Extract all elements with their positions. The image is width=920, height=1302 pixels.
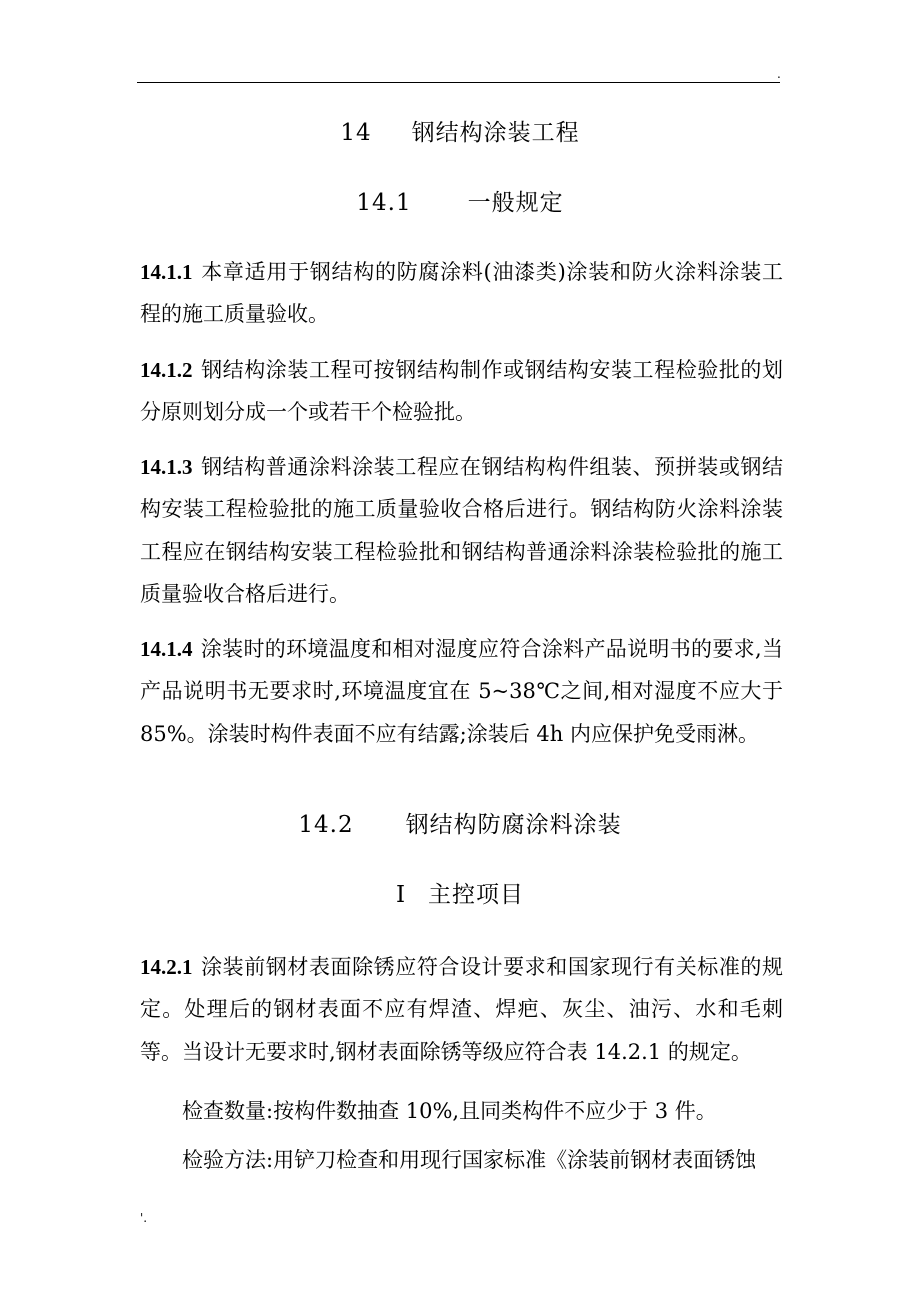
subsection-number: Ⅰ [395,882,407,908]
header-rule [137,82,780,83]
clause-14-1-1 [140,251,783,336]
section-number: 14.2 [298,812,354,838]
footer-mark: '. [140,1211,148,1225]
clause-14-2-1 [140,946,783,1073]
chapter-title: 钢结构涂装工程 [411,120,580,146]
clause-text: 涂装时的环境温度和相对湿度应符合涂料产品说明书的要求,当产品说明书无要求时,环境温度宜在 5~38℃之间,相对湿度不应大于 85%。涂装时构件表面不应有结露;涂装后 4h 内应保护免受雨淋。 [140,637,783,746]
clause-number: 14.1.1 [140,260,193,284]
chapter-number: 14 [340,120,372,146]
clause-14-1-3 [140,446,783,615]
section-title: 钢结构防腐涂料涂装 [405,812,622,838]
header-corner-mark: . [777,67,781,81]
clause-text: 钢结构涂装工程可按钢结构制作或钢结构安装工程检验批的划分原则划分成一个或若干个检验批。 [140,358,783,425]
section-heading-14-1 [0,184,920,217]
clause-text: 本章适用于钢结构的防腐涂料(油漆类)涂装和防火涂料涂装工程的施工质量验收。 [140,260,783,327]
clause-number: 14.1.3 [140,455,193,479]
clause-text: 涂装前钢材表面除锈应符合设计要求和国家现行有关标准的规定。处理后的钢材表面不应有焊渣、焊疤、灰尘、油污、水和毛刺等。当设计无要求时,钢材表面除锈等级应符合表 14.2.1 的规定。 [140,955,783,1064]
subsection-heading [0,876,920,909]
check-method: 检验方法:用铲刀检查和用现行国家标准《涂装前钢材表面锈蚀 [182,1148,757,1172]
clause-14-1-2 [140,349,783,434]
check-quantity: 检查数量:按构件数抽查 10%,且同类构件不应少于 3 件。 [182,1099,717,1123]
section-number: 14.1 [356,190,412,216]
clause-number: 14.2.1 [140,955,193,979]
clause-number: 14.1.4 [140,637,193,661]
section-heading-14-2 [0,806,920,839]
chapter-heading [0,114,920,147]
subsection-title: 主控项目 [428,882,525,908]
clause-number: 14.1.2 [140,358,193,382]
section-title: 一般规定 [467,190,564,216]
clause-text: 钢结构普通涂料涂装工程应在钢结构构件组装、预拼装或钢结构安装工程检验批的施工质量验收合格后进行。钢结构防火涂料涂装工程应在钢结构安装工程检验批和钢结构普通涂料涂装检验批的施工质量验收合格后进行。 [140,455,783,606]
clause-14-1-4 [140,628,783,755]
